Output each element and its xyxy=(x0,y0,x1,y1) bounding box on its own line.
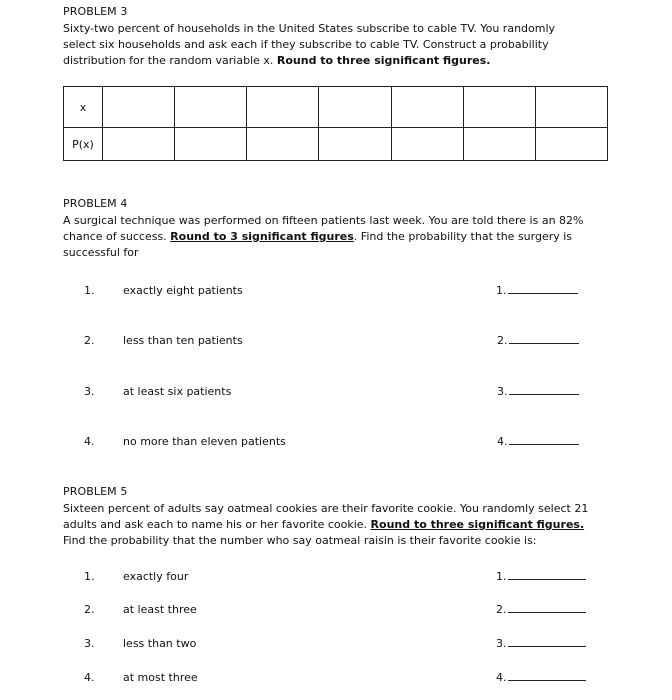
problem-4-statement xyxy=(63,213,623,261)
x-value-cell[interactable] xyxy=(103,87,175,128)
problem-5-line-1: Sixteen percent of adults say oatmeal cookies are their favorite cookie. You randomly select 21 xyxy=(63,502,589,515)
px-value-cell[interactable] xyxy=(391,128,463,161)
problem-3-rounding-note: Round to three significant figures. xyxy=(276,54,491,67)
p5-item-2-number: 2. xyxy=(84,603,95,616)
problem-5-line-2 xyxy=(63,517,643,533)
p5-item-3-number: 3. xyxy=(84,637,95,650)
problem-3-line-3 xyxy=(63,53,623,69)
problem-5-statement xyxy=(63,501,643,549)
problem-4-title: PROBLEM 4 xyxy=(63,197,128,210)
p4-answer-4[interactable] xyxy=(497,435,579,448)
px-value-cell[interactable] xyxy=(463,128,535,161)
p5-answer-2[interactable] xyxy=(496,603,586,616)
px-value-cell[interactable] xyxy=(319,128,391,161)
answer-blank-line[interactable] xyxy=(508,570,586,580)
answer-blank-line[interactable] xyxy=(509,385,579,395)
px-value-cell[interactable] xyxy=(535,128,607,161)
problem-5-title: PROBLEM 5 xyxy=(63,485,128,498)
p5-answer-1[interactable] xyxy=(496,570,586,583)
x-row xyxy=(64,87,608,128)
p5-item-1-number: 1. xyxy=(84,570,95,583)
p4-answer-1[interactable] xyxy=(496,284,578,297)
problem-4-line-2c: . Find the probability that the surgery is xyxy=(353,230,573,243)
p4-item-2-text: less than ten patients xyxy=(123,334,243,347)
problem-3-statement xyxy=(63,21,623,69)
problem-4-line-3: successful for xyxy=(63,246,139,259)
x-value-cell[interactable] xyxy=(175,87,247,128)
p4-item-3-text: at least six patients xyxy=(123,385,232,398)
p4-item-4-text: no more than eleven patients xyxy=(123,435,286,448)
p5-item-3-text: less than two xyxy=(123,637,197,650)
x-label-cell: x xyxy=(64,87,103,128)
problem-4-line-2 xyxy=(63,229,623,245)
p5-answer-3[interactable] xyxy=(496,637,586,650)
problem-3-line-2: select six households and ask each if they subscribe to cable TV. Construct a probability xyxy=(63,38,549,51)
px-value-cell[interactable] xyxy=(103,128,175,161)
answer-blank-line[interactable] xyxy=(508,637,586,647)
probability-distribution-table xyxy=(63,86,608,161)
p4-answer-3[interactable] xyxy=(497,385,579,398)
p4-item-2-number: 2. xyxy=(84,334,95,347)
p5-answer-4-label: 4. xyxy=(496,671,507,684)
p4-item-4-number: 4. xyxy=(84,435,95,448)
p5-answer-3-label: 3. xyxy=(496,637,507,650)
p4-item-1-text: exactly eight patients xyxy=(123,284,243,297)
x-value-cell[interactable] xyxy=(535,87,607,128)
p5-answer-1-label: 1. xyxy=(496,570,507,583)
problem-4-rounding-note: Round to 3 significant figures xyxy=(170,230,354,243)
problem-4-line-1: A surgical technique was performed on fifteen patients last week. You are told there is an 82% xyxy=(63,214,584,227)
x-value-cell[interactable] xyxy=(463,87,535,128)
p4-answer-3-label: 3. xyxy=(497,385,508,398)
p4-answer-2[interactable] xyxy=(497,334,579,347)
problem-5-rounding-note: Round to three significant figures. xyxy=(370,518,585,531)
x-value-cell[interactable] xyxy=(391,87,463,128)
answer-blank-line[interactable] xyxy=(508,284,578,294)
problem-5-line-3: Find the probability that the number who say oatmeal raisin is their favorite cookie is: xyxy=(63,534,537,547)
problem-5-line-2a: adults and ask each to name his or her favorite cookie. xyxy=(63,518,371,531)
p5-item-4-number: 4. xyxy=(84,671,95,684)
p5-item-1-text: exactly four xyxy=(123,570,189,583)
answer-blank-line[interactable] xyxy=(508,603,586,613)
problem-4-line-2a: chance of success. xyxy=(63,230,171,243)
px-value-cell[interactable] xyxy=(175,128,247,161)
p5-item-2-text: at least three xyxy=(123,603,197,616)
p4-answer-2-label: 2. xyxy=(497,334,508,347)
x-value-cell[interactable] xyxy=(319,87,391,128)
p5-answer-4[interactable] xyxy=(496,671,586,684)
px-label-cell: P(x) xyxy=(64,128,103,161)
x-value-cell[interactable] xyxy=(247,87,319,128)
p5-item-4-text: at most three xyxy=(123,671,198,684)
p4-item-3-number: 3. xyxy=(84,385,95,398)
problem-3-title: PROBLEM 3 xyxy=(63,5,128,18)
problem-3-line-3a: distribution for the random variable x. xyxy=(63,54,277,67)
answer-blank-line[interactable] xyxy=(508,671,586,681)
px-value-cell[interactable] xyxy=(247,128,319,161)
p4-answer-4-label: 4. xyxy=(497,435,508,448)
p5-answer-2-label: 2. xyxy=(496,603,507,616)
p4-answer-1-label: 1. xyxy=(496,284,507,297)
px-row xyxy=(64,128,608,161)
answer-blank-line[interactable] xyxy=(509,334,579,344)
p4-item-1-number: 1. xyxy=(84,284,95,297)
answer-blank-line[interactable] xyxy=(509,435,579,445)
problem-3-line-1: Sixty-two percent of households in the United States subscribe to cable TV. You randomly xyxy=(63,22,556,35)
